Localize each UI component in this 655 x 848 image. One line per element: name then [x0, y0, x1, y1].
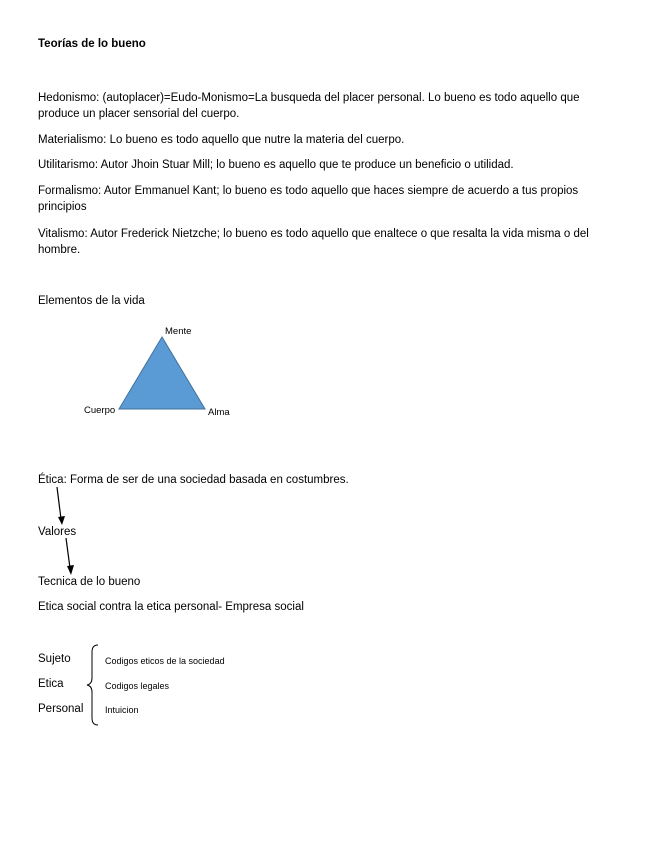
code-item-ethics: Codigos eticos de la sociedad — [105, 656, 225, 666]
ethics-definition: Ética: Forma de ser de una sociedad basada en costumbres. — [38, 474, 349, 486]
arrow-values-to-technique — [66, 538, 74, 575]
subject-line-personal: Personal — [38, 703, 84, 715]
theory-materialism: Materialismo: Lo bueno es todo aquello que nutre la materia del cuerpo. — [38, 134, 405, 146]
life-elements-heading: Elementos de la vida — [38, 295, 145, 307]
technique-label: Tecnica de lo bueno — [38, 576, 141, 588]
triangle-label-mente: Mente — [165, 326, 192, 337]
triangle-label-alma: Alma — [208, 407, 230, 418]
values-label: Valores — [38, 526, 77, 538]
subject-line-etica: Etica — [38, 678, 64, 690]
code-item-legal: Codigos legales — [105, 681, 170, 691]
theory-hedonism: Hedonismo: (autoplacer)=Eudo-Monismo=La busqueda del placer personal. Lo bueno es todo aquello que produce un placer sensorial del cuerpo. — [38, 92, 580, 120]
arrow-ethics-to-values — [57, 487, 65, 525]
theory-formalism: Formalismo: Autor Emmanuel Kant; lo bueno es todo aquello que haces siempre de acuerdo a tus propios principios — [38, 185, 579, 213]
triangle-label-cuerpo: Cuerpo — [84, 405, 116, 416]
subject-line-sujeto: Sujeto — [38, 653, 71, 665]
page-title: Teorías de lo bueno — [38, 38, 146, 50]
theory-vitalism: Vitalismo: Autor Frederick Nietzche; lo bueno es todo aquello que enaltece o que resalta la vida misma o del hombre. — [38, 228, 589, 256]
social-ethics-label: Etica social contra la etica personal- Empresa social — [38, 601, 304, 613]
theory-utilitarianism: Utilitarismo: Autor Jhoin Stuar Mill; lo bueno es aquello que te produce un beneficio o utilidad. — [38, 159, 514, 171]
life-triangle — [119, 337, 205, 409]
curly-brace — [87, 645, 98, 725]
code-item-intuition: Intuicion — [105, 705, 139, 715]
